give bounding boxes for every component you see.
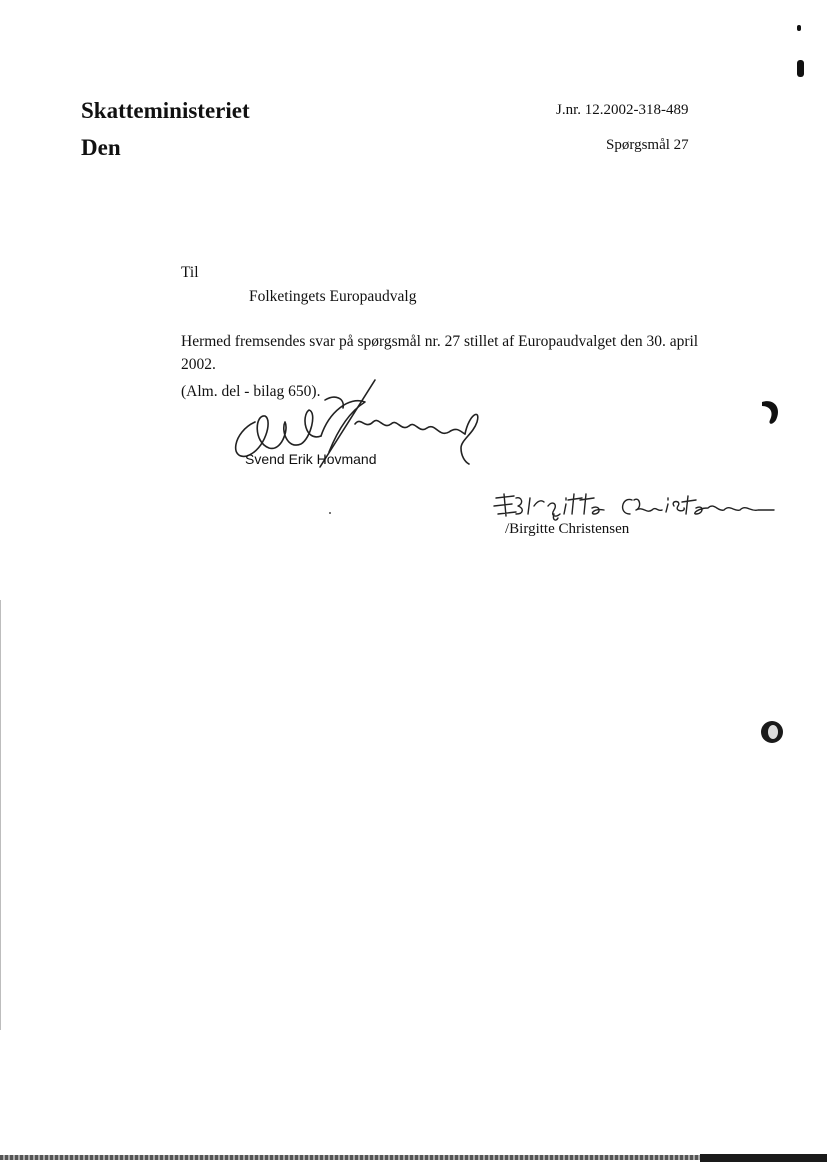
salutation: Til	[181, 264, 199, 281]
ministry-name: Skatteministeriet	[81, 98, 250, 123]
question-reference: Spørgsmål 27	[606, 137, 689, 153]
punch-hole-mark	[759, 718, 787, 746]
scan-mark	[797, 60, 804, 77]
scan-mark	[797, 25, 801, 31]
scan-bottom-edge-dark	[700, 1154, 827, 1162]
scan-margin-line	[0, 600, 1, 1030]
signer-2-name: /Birgitte Christensen	[505, 521, 630, 537]
body-line-2: 2002.	[181, 356, 216, 373]
signature-2-handwriting	[490, 486, 780, 522]
body-line-1: Hermed fremsendes svar på spørgsmål nr. 27 stillet af Europaudvalget den 30. april	[181, 333, 699, 350]
reference-line: (Alm. del - bilag 650).	[181, 383, 321, 400]
signer-1-name: Svend Erik Hovmand	[245, 451, 377, 467]
journal-number: J.nr. 12.2002-318-489	[556, 102, 689, 118]
recipient: Folketingets Europaudvalg	[249, 288, 417, 305]
punch-hole-mark	[758, 398, 782, 426]
department-name: Den	[81, 135, 121, 160]
scan-dot	[329, 512, 331, 514]
